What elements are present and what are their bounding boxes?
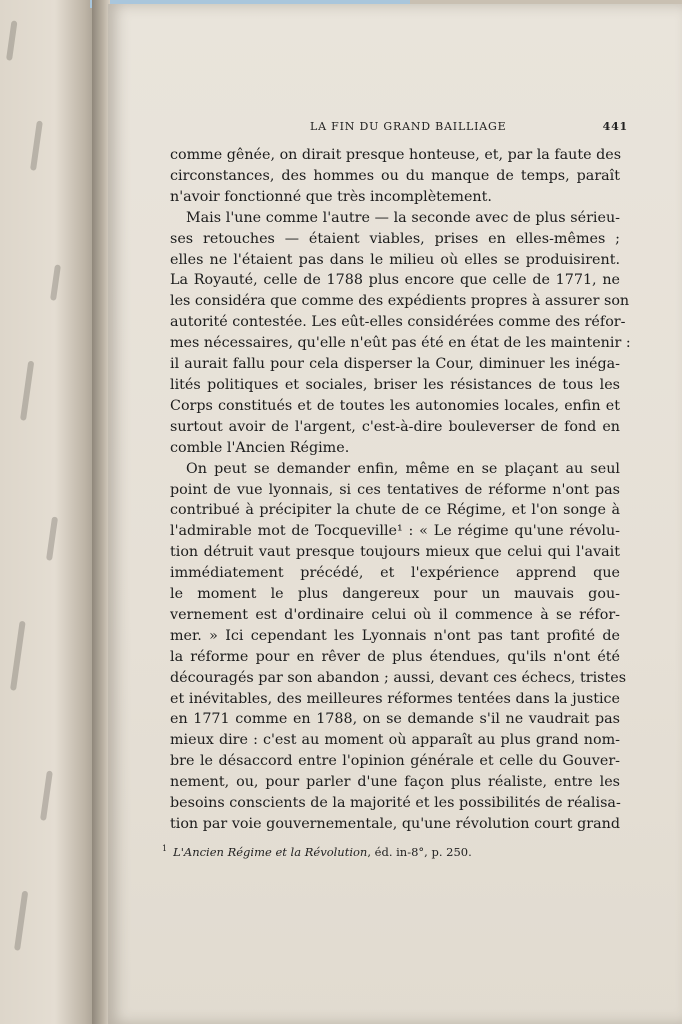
body-line: vernement est d'ordinaire celui où il commence à se réfor- <box>170 606 620 623</box>
page-number: 441 <box>602 120 628 133</box>
body-line: surtout avoir de l'argent, c'est-à-dire bouleverser de fond en <box>170 418 620 435</box>
body-line: les considéra que comme des expédients propres à assurer son <box>170 293 630 310</box>
body-line: nement, ou, pour parler d'une façon plus réaliste, entre les <box>170 774 620 791</box>
page-header <box>310 120 628 138</box>
left-page-edge <box>0 0 100 1024</box>
body-line: immédiatement précédé, et l'expérience apprend que <box>170 565 620 582</box>
body-text <box>170 145 631 835</box>
body-line: tion par voie gouvernementale, qu'une révolution court grand <box>170 816 620 832</box>
body-line: Mais l'une comme l'autre — la seconde avec de plus sérieu- <box>186 209 620 226</box>
body-line: mieux dire : c'est au moment où apparaît au plus grand nom- <box>170 732 620 749</box>
body-line: ses retouches — étaient viables, prises en elles-mêmes ; <box>170 230 620 247</box>
body-line: Corps constitués et de toutes les autonomies locales, enfin et <box>170 397 620 414</box>
body-line: il aurait fallu pour cela disperser la Cour, diminuer les inéga- <box>170 356 620 373</box>
left-page-text-trace <box>20 361 34 421</box>
body-line: n'avoir fonctionné que très incomplètement. <box>170 188 492 205</box>
body-line: La Royauté, celle de 1788 plus encore que celle de 1771, ne <box>170 272 620 289</box>
body-line: la réforme pour en rêver de plus étendues, qu'ils n'ont été <box>170 648 620 665</box>
footnote-marker: 1 <box>162 844 168 853</box>
left-page-text-trace <box>6 20 18 60</box>
body-line: comme gênée, on dirait presque honteuse, et, par la faute des <box>170 147 622 163</box>
left-page-text-trace <box>14 891 28 951</box>
footnote-reference: , éd. in-8°, p. 250. <box>367 844 472 859</box>
body-line: besoins conscients de la majorité et les possibilités de réalisa- <box>170 795 621 812</box>
left-page-text-trace <box>50 264 61 300</box>
body-line: comble l'Ancien Régime. <box>170 439 350 456</box>
left-page-text-trace <box>46 516 58 560</box>
body-line: On peut se demander enfin, même en se plaçant au seul <box>186 460 620 477</box>
running-title: LA FIN DU GRAND BAILLIAGE <box>310 120 507 133</box>
body-line: l'admirable mot de Tocqueville¹ : « Le régime qu'une révolu- <box>170 523 620 540</box>
body-line: point de vue lyonnais, si ces tentatives de réforme n'ont pas <box>170 481 620 498</box>
body-line: mes nécessaires, qu'elle n'eût pas été en état de les maintenir : <box>170 335 631 352</box>
body-line: le moment le plus dangereux pour un mauvais gou- <box>170 586 620 603</box>
body-line: et inévitables, des meilleures réformes tentées dans la justice <box>170 690 620 707</box>
body-line: circonstances, des hommes ou du manque de temps, paraît <box>170 167 620 184</box>
body-line: elles ne l'étaient pas dans le milieu où elles se produisirent. <box>170 251 620 268</box>
body-line: en 1771 comme en 1788, on se demande s'il ne vaudrait pas <box>170 711 620 728</box>
body-line: contribué à précipiter la chute de ce Régime, et l'on songe à <box>170 502 620 519</box>
body-line: mer. » Ici cependant les Lyonnais n'ont pas tant profité de <box>170 627 620 644</box>
left-page-text-trace <box>10 621 26 691</box>
body-line: découragés par son abandon ; aussi, devant ces échecs, tristes <box>170 669 627 686</box>
body-line: lités politiques et sociales, briser les résistances de tous les <box>170 376 620 393</box>
footnote-title: L'Ancien Régime et la Révolution <box>173 844 368 859</box>
body-line: tion détruit vaut presque toujours mieux que celui qui l'avait <box>170 544 620 561</box>
body-line: bre le désaccord entre l'opinion générale et celle du Gouver- <box>170 753 620 770</box>
left-page-text-trace <box>40 770 53 820</box>
body-line: autorité contestée. Les eût-elles considérées comme des réfor- <box>170 314 626 331</box>
footnote <box>162 844 632 859</box>
left-page-text-trace <box>30 120 43 170</box>
